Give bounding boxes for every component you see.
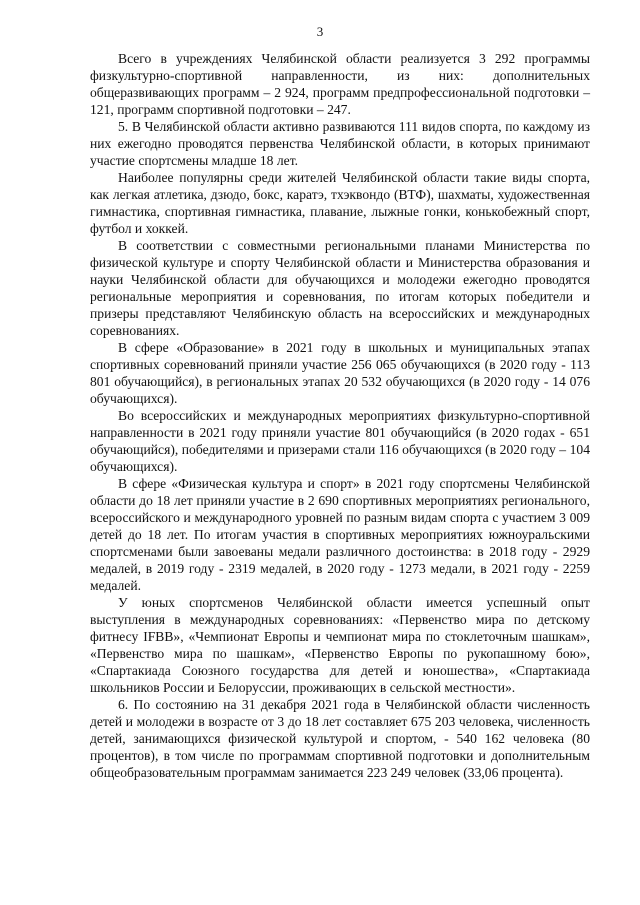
document-body bbox=[90, 50, 590, 781]
paragraph-programs-total: Всего в учреждениях Челябинской области реализуется 3 292 программы физкультурно-спортивной направленности, из них: дополнительных общеразвивающих программ – 2 924, программ предпрофессиональной подготовки – 121, программ спортивной подготовки – 247. bbox=[90, 51, 590, 117]
paragraph-education-sphere: В сфере «Образование» в 2021 году в школьных и муниципальных этапах спортивных соревнований приняли участие 256 065 обучающихся (в 2020 году - 113 801 обучающийся), в региональных этапах 20 532 обучающихся (в 2020 году - 14 076 обучающихся). bbox=[90, 340, 590, 406]
page-number: 3 bbox=[316, 24, 324, 39]
paragraph-popular-sports: Наиболее популярны среди жителей Челябинской области такие виды спорта, как легкая атлетика, дзюдо, бокс, каратэ, тхэквондо (ВТФ), шахматы, художественная гимнастика, спортивная гимнастика, плавание, лыжные гонки, конькобежный спорт, футбол и хоккей. bbox=[90, 170, 590, 236]
paragraph-sport-sphere: В сфере «Физическая культура и спорт» в 2021 году спортсмены Челябинской области до 18 лет приняли участие в 2 690 спортивных мероприятиях регионального, всероссийского и международного уровней по разным видам спорта с участием 3 009 детей до 18 лет. По итогам участия в спортивных мероприятиях южноуральскими спортсменами были завоеваны медали различного достоинства: в 2018 году - 2929 медалей, в 2019 году - 2319 медалей, в 2020 году - 1273 медали, в 2021 году - 2259 медалей. bbox=[90, 476, 590, 593]
paragraph-international-experience: У юных спортсменов Челябинской области имеется успешный опыт выступления в международных соревнованиях: «Первенство мира по детскому фитнесу IFBB», «Чемпионат Европы и чемпионат мира по стоклеточным шашкам», «Первенство мира по шашкам», «Первенство Европы по рукопашному бою», «Спартакиада Союзного государства для детей и юношества», «Спартакиада школьников России и Белоруссии, проживающих в сельской местности». bbox=[90, 595, 590, 695]
paragraph-international-events: Во всероссийских и международных мероприятиях физкультурно-спортивной направленности в 2021 году приняли участие 801 обучающийся (в 2020 годах - 651 обучающийся), победителями и призерами стали 116 обучающихся (в 2020 году – 104 обучающихся). bbox=[90, 408, 590, 474]
paragraph-statistics: 6. По состоянию на 31 декабря 2021 года в Челябинской области численность детей и молодежи в возрасте от 3 до 18 лет составляет 675 203 человека, численность детей, занимающихся физической культурой и спортом, - 540 162 человека (80 процентов), в том числе по программам спортивной подготовки и дополнительным общеобразовательным программам занимается 223 249 человек (33,06 процента). bbox=[90, 697, 590, 780]
paragraph-regional-plans: В соответствии с совместными региональными планами Министерства по физической культуре и спорту Челябинской области и Министерства образования и науки Челябинской области для обучающихся и молодежи ежегодно проводятся региональные мероприятия и соревнования, по итогам которых победители и призеры представляют Челябинскую область на всероссийских и международных соревнованиях. bbox=[90, 238, 590, 338]
paragraph-sports-types: 5. В Челябинской области активно развиваются 111 видов спорта, по каждому из них ежегодно проводятся первенства Челябинской области, в которых принимают участие спортсмены младше 18 лет. bbox=[90, 119, 590, 168]
